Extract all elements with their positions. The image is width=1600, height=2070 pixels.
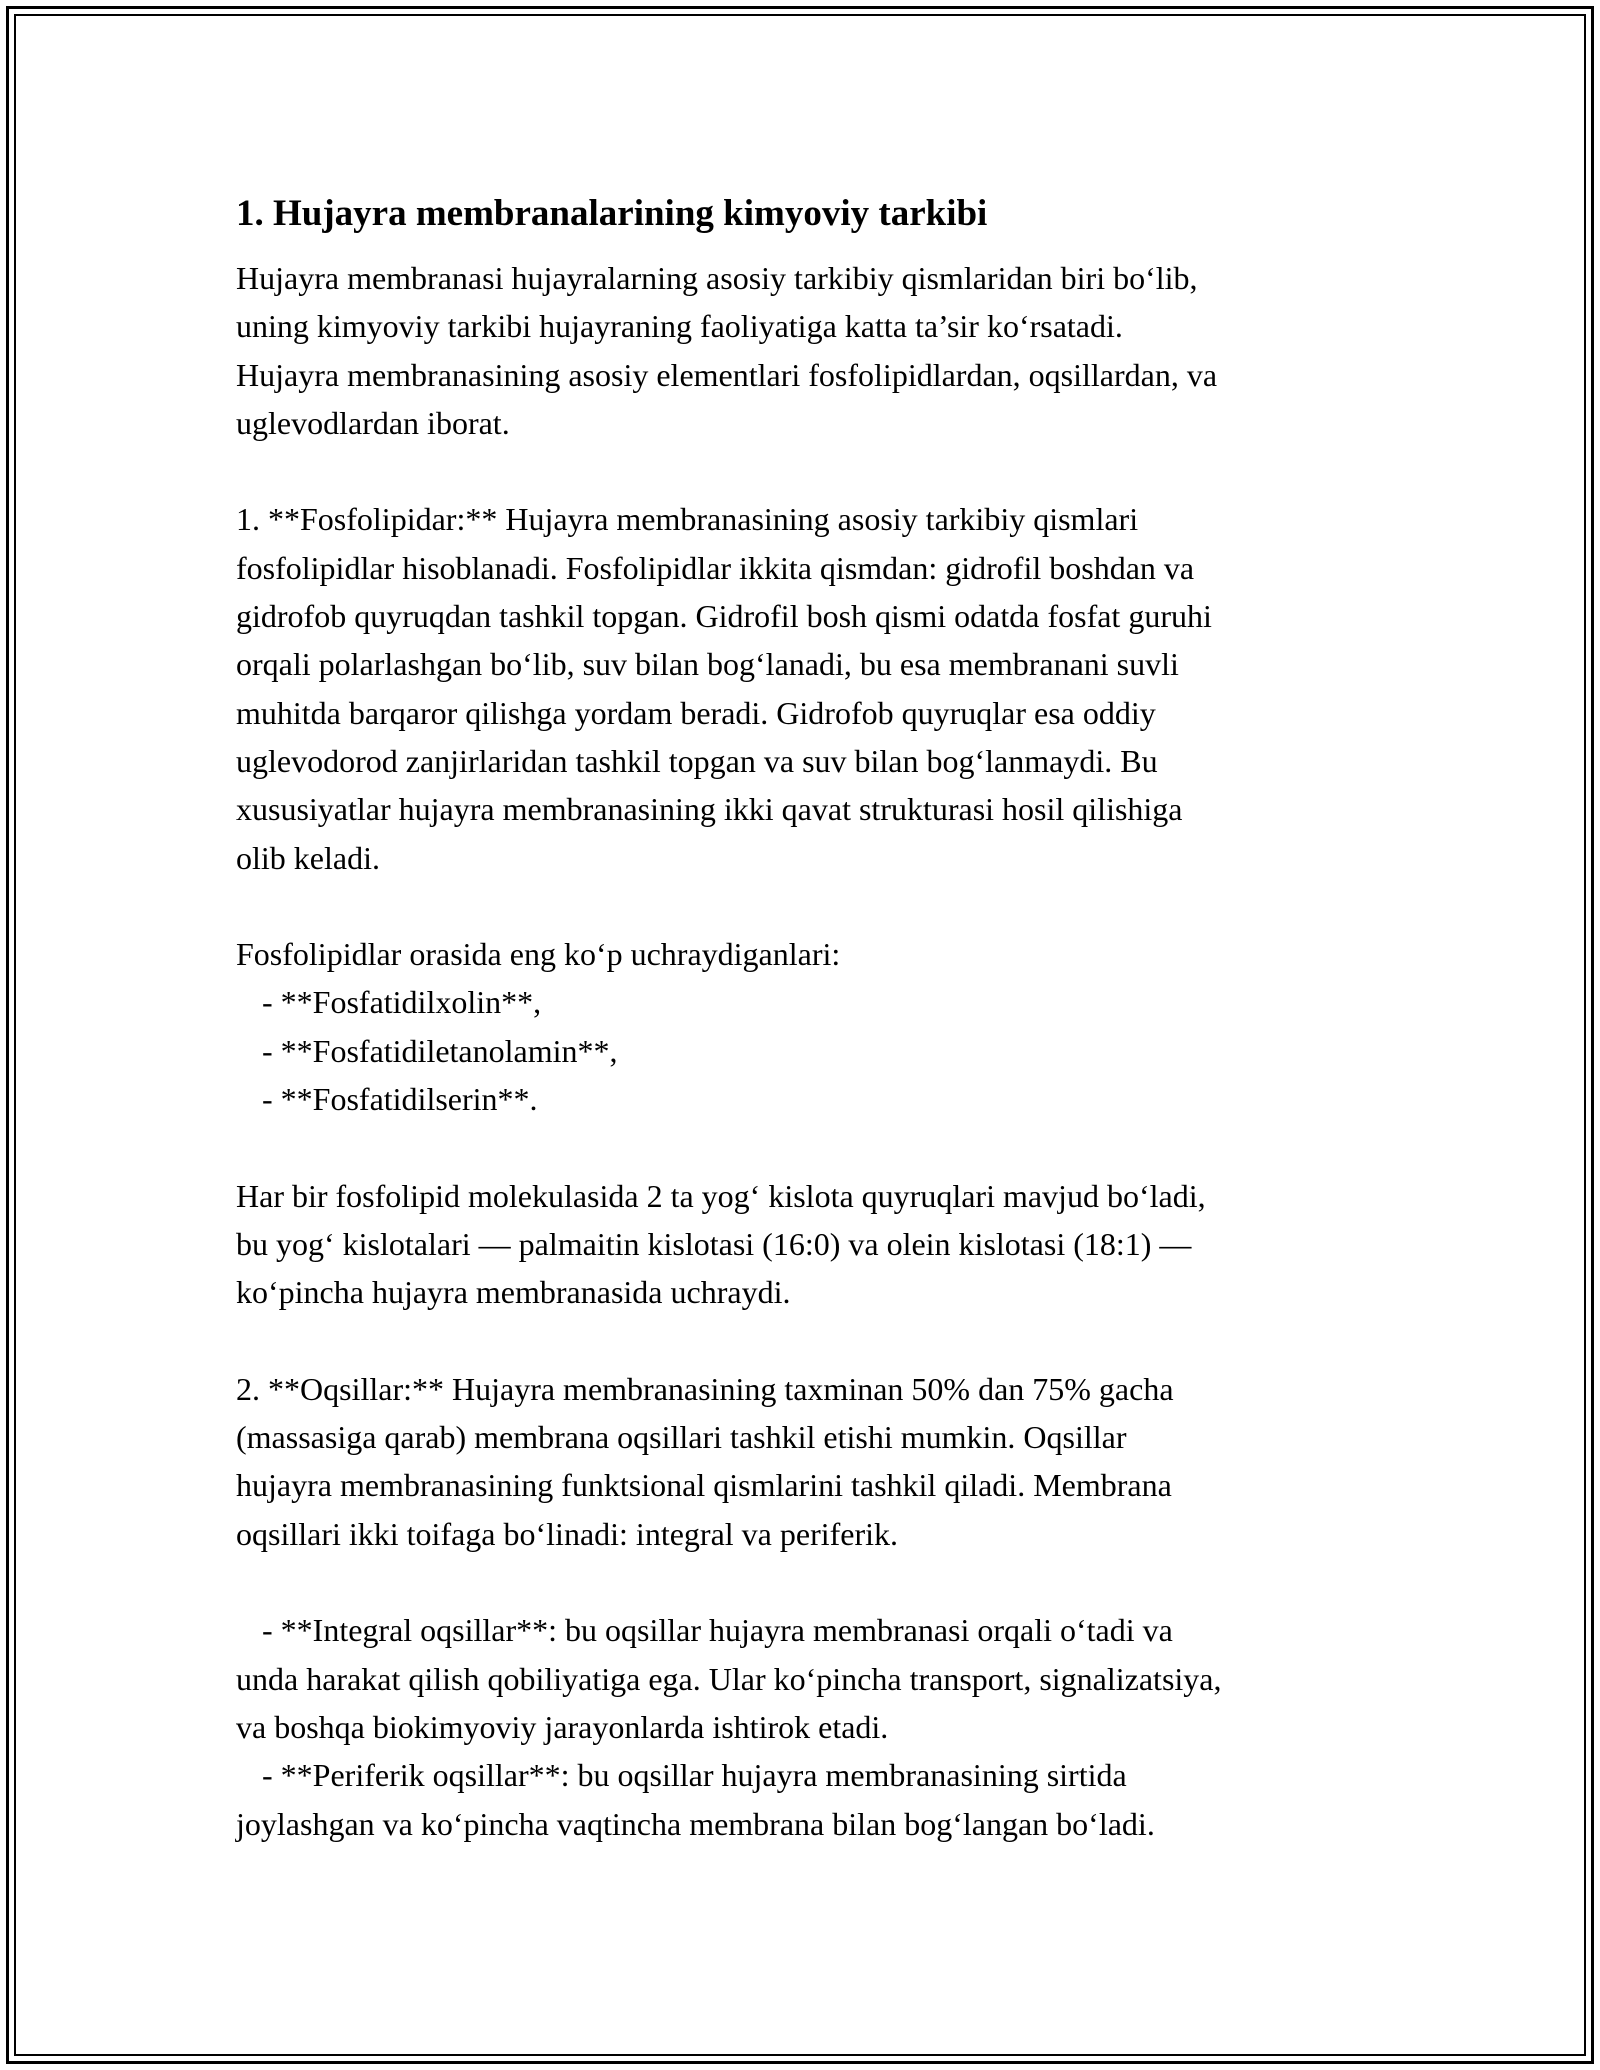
list-item: - **Periferik oqsillar**: bu oqsillar hujayra membranasining sirtida — [262, 1757, 1127, 1794]
text-line: (massasiga qarab) membrana oqsillari tashkil etishi mumkin. Oqsillar — [236, 1419, 1127, 1456]
text-line: joylashgan va ko‘pincha vaqtincha membrana bilan bog‘langan bo‘ladi. — [236, 1805, 1155, 1842]
paragraph-proteins — [236, 1365, 1386, 1558]
list-item: - **Fosfatidilserin**. — [262, 1081, 538, 1118]
text-line: oqsillari ikki toifaga bo‘linadi: integral va periferik. — [236, 1515, 899, 1552]
text-line: olib keladi. — [236, 839, 380, 876]
text-line: hujayra membranasining funktsional qismlarini tashkil qiladi. Membrana — [236, 1467, 1172, 1504]
text-line: ko‘pincha hujayra membranasida uchraydi. — [236, 1274, 791, 1311]
text-line: 1. **Fosfolipidar:** Hujayra membranasining asosiy tarkibiy qismlari — [236, 501, 1139, 538]
text-line: Hujayra membranasi hujayralarning asosiy tarkibiy qismlaridan biri bo‘lib, — [236, 260, 1198, 296]
paragraph-protein-types — [236, 1606, 1386, 1847]
text-line: 2. **Oqsillar:** Hujayra membranasining taxminan 50% dan 75% gacha — [236, 1370, 1174, 1407]
text-line: uglevodlardan iborat. — [236, 404, 510, 441]
document-body — [236, 186, 1386, 1896]
text-line: Har bir fosfolipid molekulasida 2 ta yog‘ kislota quyruqlari mavjud bo‘ladi, — [236, 1177, 1206, 1214]
list-item: - **Fosfatidilxolin**, — [262, 984, 542, 1021]
text-line: unda harakat qilish qobiliyatiga ega. Ular ko‘pincha transport, signalizatsiya, — [236, 1660, 1222, 1697]
text-line: gidrofob quyruqdan tashkil topgan. Gidrofil bosh qismi odatda fosfat guruhi — [236, 598, 1212, 635]
text-line: bu yog‘ kislotalari — palmaitin kislotasi (16:0) va olein kislotasi (18:1) — — [236, 1225, 1192, 1262]
text-line: muhitda barqaror qilishga yordam beradi. Gidrofob quyruqlar esa oddiy — [236, 694, 1156, 731]
paragraph-fatty-acids — [236, 1172, 1386, 1317]
text-line: orqali polarlashgan bo‘lib, suv bilan bog‘lanadi, bu esa membranani suvli — [236, 646, 1179, 683]
text-line: fosfolipidlar hisoblanadi. Fosfolipidlar ikkita qismdan: gidrofil boshdan va — [236, 549, 1195, 586]
text-line: Hujayra membranasining asosiy elementlari fosfolipidlardan, oqsillardan, va — [236, 356, 1218, 393]
text-line: Fosfolipidlar orasida eng ko‘p uchraydiganlari: — [236, 936, 841, 973]
paragraph-phospholipid-list — [236, 930, 1386, 1123]
list-item: - **Fosfatidiletanolamin**, — [262, 1032, 618, 1069]
paragraph-phospholipids — [236, 495, 1386, 881]
text-line: uglevodorod zanjirlaridan tashkil topgan va suv bilan bog‘lanmaydi. Bu — [236, 742, 1158, 779]
paragraph-intro — [236, 254, 1386, 447]
text-line: va boshqa biokimyoviy jarayonlarda ishtirok etadi. — [236, 1708, 889, 1745]
text-line: uning kimyoviy tarkibi hujayraning faoliyatiga katta ta’sir ko‘rsatadi. — [236, 308, 1123, 345]
section-heading: 1. Hujayra membranalarining kimyoviy tarkibi — [236, 193, 988, 234]
text-line: xususiyatlar hujayra membranasining ikki qavat strukturasi hosil qilishiga — [236, 791, 1183, 828]
list-item: - **Integral oqsillar**: bu oqsillar hujayra membranasi orqali o‘tadi va — [262, 1612, 1173, 1649]
